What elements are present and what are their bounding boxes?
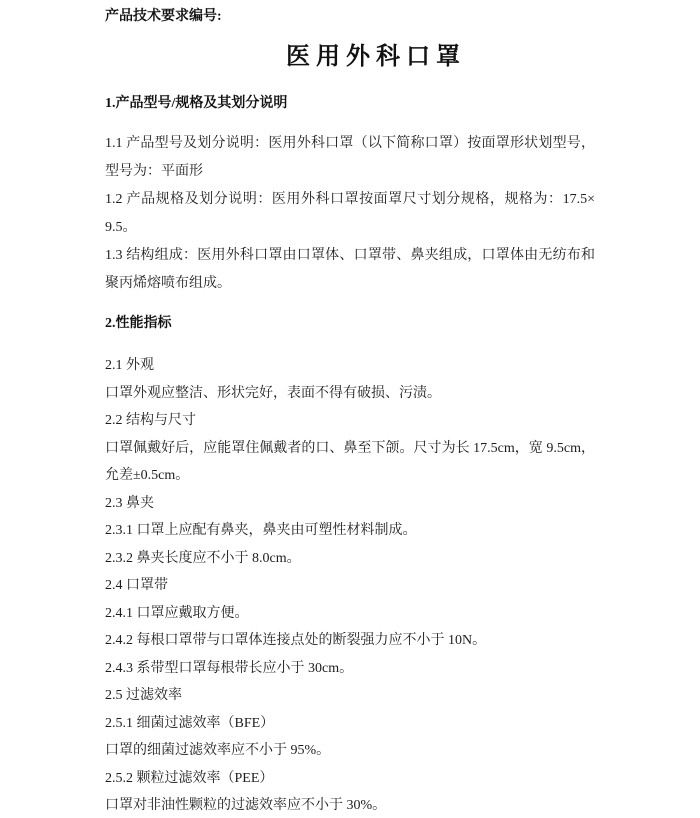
section-2-heading: 2.性能指标 — [105, 316, 172, 331]
clause-2-4-3-text: 2.4.3 系带型口罩每根带长应小于 30cm。 — [105, 660, 354, 676]
clause-2-3-2-text: 2.3.2 鼻夹长度应不小于 8.0cm。 — [105, 550, 301, 566]
clause-1-3-line-1: 1.3 结构组成：医用外科口罩由口罩体、口罩带、鼻夹组成，口罩体由无纺布和 — [105, 248, 595, 263]
clause-2-2-text-line-1: 口罩佩戴好后，应能罩住佩戴者的口、鼻至下颌。尺寸为长 17.5cm，宽 9.5cm， — [105, 440, 595, 456]
clause-2-5-heading: 2.5 过滤效率 — [105, 688, 182, 703]
clause-2-4-heading: 2.4 口罩带 — [105, 578, 168, 593]
clause-2-5-2-text: 口罩对非油性颗粒的过滤效率应不小于 30%。 — [105, 798, 387, 813]
clause-2-4-2-text: 2.4.2 每根口罩带与口罩体连接点处的断裂强力应不小于 10N。 — [105, 633, 487, 648]
clause-2-2-heading: 2.2 结构与尺寸 — [105, 413, 196, 428]
clause-1-1-line-1: 1.1 产品型号及划分说明：医用外科口罩（以下简称口罩）按面罩形状划型号， — [105, 136, 595, 151]
clause-2-5-2-heading: 2.5.2 颗粒过滤效率（PEE） — [105, 770, 274, 786]
clause-2-1-heading: 2.1 外观 — [105, 358, 154, 373]
clause-2-3-heading: 2.3 鼻夹 — [105, 495, 154, 511]
clause-1-1-line-2: 型号为：平面形 — [105, 164, 203, 179]
clause-1-2-line-2: 9.5。 — [105, 220, 137, 235]
clause-2-2-text-line-2: 允差±0.5cm。 — [105, 468, 190, 483]
document-title: 医用外科口罩 — [286, 44, 466, 70]
clause-2-3-1-text: 2.3.1 口罩上应配有鼻夹，鼻夹由可塑性材料制成。 — [105, 523, 417, 538]
clause-1-2-line-1: 1.2 产品规格及划分说明：医用外科口罩按面罩尺寸划分规格，规格为：17.5× — [105, 192, 595, 207]
clause-1-3-line-2: 聚丙烯熔喷布组成。 — [105, 276, 231, 291]
clause-2-1-text: 口罩外观应整洁、形状完好，表面不得有破损、污渍。 — [105, 385, 441, 401]
clause-2-4-1-text: 2.4.1 口罩应戴取方便。 — [105, 605, 249, 621]
clause-2-5-1-heading: 2.5.1 细菌过滤效率（BFE） — [105, 715, 275, 731]
clause-2-5-1-text: 口罩的细菌过滤效率应不小于 95%。 — [105, 743, 331, 758]
doc-number-label: 产品技术要求编号: — [105, 9, 222, 24]
section-1-heading: 1.产品型号/规格及其划分说明 — [105, 96, 288, 111]
